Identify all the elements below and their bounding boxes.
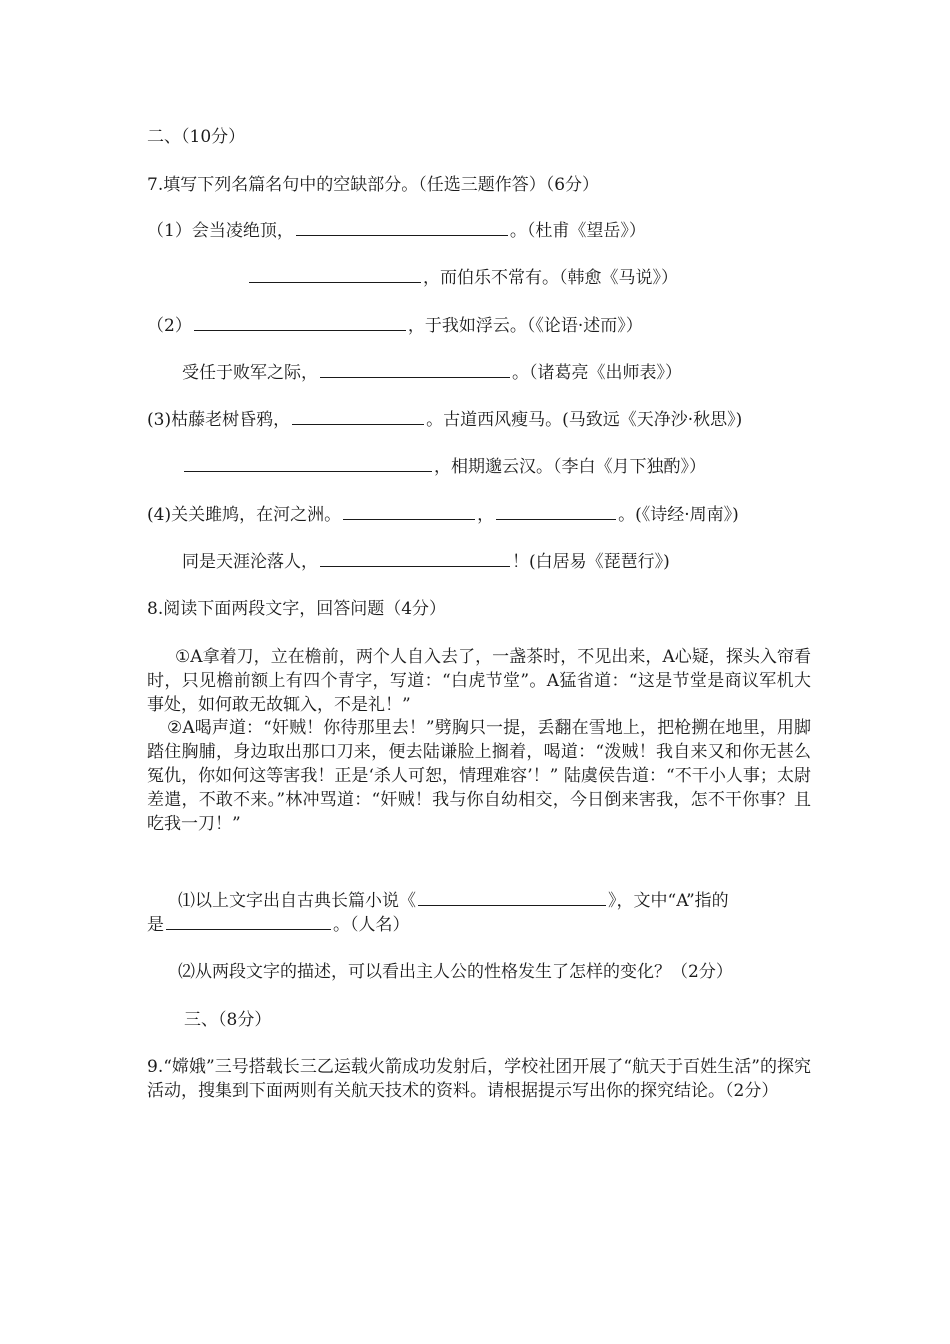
item-text: 。（诸葛亮《出师表》） bbox=[512, 363, 682, 383]
item-text: ，而伯乐不常有。（韩愈《马说》） bbox=[423, 268, 678, 288]
item-text: 。（杜甫《望岳》） bbox=[509, 221, 646, 241]
item-text: 》，文中“A”指的 bbox=[608, 891, 729, 911]
item-text: 是 bbox=[147, 915, 164, 935]
reading-passage-2: ②A喝声道：“奸贼！你待那里去！”劈胸只一提，丢翻在雪地上，把枪搠在地里，用脚踏住胸脯，身边取出那口刀来，便去陆谦脸上搁着，喝道：“泼贼！我自来又和你无甚么冤仇，你如何这等害我！正是‘杀人可恕，情理难容’！” 陆虞侯告道：“不干小人事；太尉差遣，不敢不来。”林冲骂道：“奸贼！我与你自幼相交，今日倒来害我，怎不干你事？且吃我一刀！” bbox=[147, 718, 811, 834]
q7-item-1 bbox=[147, 219, 646, 243]
q7-item-3 bbox=[147, 314, 643, 338]
answer-blank[interactable] bbox=[418, 889, 606, 906]
item-text: ， bbox=[477, 505, 495, 525]
section-heading: 二、（10分） bbox=[147, 127, 246, 147]
item-text: 受任于败军之际， bbox=[182, 363, 318, 383]
question-8-title: 8.阅读下面两段文字，回答问题（4分） bbox=[147, 599, 447, 619]
answer-blank[interactable] bbox=[320, 550, 510, 567]
item-text: ，于我如浮云。（《论语·述而》） bbox=[407, 316, 643, 336]
answer-blank[interactable] bbox=[249, 266, 421, 283]
q8-sub-1-cont bbox=[147, 913, 410, 937]
answer-blank[interactable] bbox=[320, 361, 510, 378]
answer-blank[interactable] bbox=[184, 455, 432, 472]
item-text: (3)枯藤老树昏鸦， bbox=[147, 410, 291, 430]
q8-sub-1 bbox=[178, 889, 729, 913]
item-text: 同是天涯沦落人， bbox=[182, 552, 318, 572]
q7-item-2 bbox=[247, 266, 678, 290]
q7-item-5 bbox=[147, 408, 742, 432]
question-7-title: 7.填写下列名篇名句中的空缺部分。（任选三题作答）（6分） bbox=[147, 175, 600, 195]
item-text: 。古道西风瘦马。(马致远《天净沙·秋思》) bbox=[426, 410, 743, 430]
reading-passage-1: ①A拿着刀，立在檐前，两个人自入去了，一盏茶时，不见出来，A心疑，探头入帘看时，只见檐前额上有四个青字，写道：“白虎节堂”。A猛省道：“这是节堂是商议军机大事处，如何敢无故辄入，不是礼！” bbox=[147, 647, 811, 715]
item-text: ！(白居易《琵琶行》) bbox=[512, 552, 670, 572]
q7-item-8 bbox=[182, 550, 670, 574]
q7-item-4 bbox=[182, 361, 682, 385]
answer-blank[interactable] bbox=[343, 503, 475, 520]
item-text: 。(《诗经·周南》) bbox=[618, 505, 739, 525]
item-text: （1）会当凌绝顶， bbox=[147, 221, 294, 241]
q8-sub-2: ⑵从两段文字的描述，可以看出主人公的性格发生了怎样的变化？（2分） bbox=[178, 962, 733, 982]
answer-blank[interactable] bbox=[292, 408, 424, 425]
answer-blank[interactable] bbox=[194, 314, 406, 331]
answer-blank[interactable] bbox=[296, 219, 508, 236]
item-text: (4)关关雎鸠，在河之洲。 bbox=[147, 505, 342, 525]
item-text: ⑴以上文字出自古典长篇小说《 bbox=[178, 891, 416, 911]
q7-item-6 bbox=[182, 455, 706, 479]
answer-blank[interactable] bbox=[496, 503, 616, 520]
answer-blank[interactable] bbox=[166, 913, 331, 930]
q7-item-7 bbox=[147, 503, 739, 527]
section-heading: 三、（8分） bbox=[184, 1010, 272, 1030]
question-9: 9.“嫦娥”三号搭载长三乙运载火箭成功发射后，学校社团开展了“航天于百姓生活”的探究活动，搜集到下面两则有关航天技术的资料。请根据提示写出你的探究结论。（2分） bbox=[147, 1057, 811, 1101]
item-text: （2） bbox=[147, 316, 192, 336]
item-text: 。（人名） bbox=[333, 915, 410, 935]
item-text: ，相期邈云汉。（李白《月下独酌》） bbox=[434, 457, 706, 477]
